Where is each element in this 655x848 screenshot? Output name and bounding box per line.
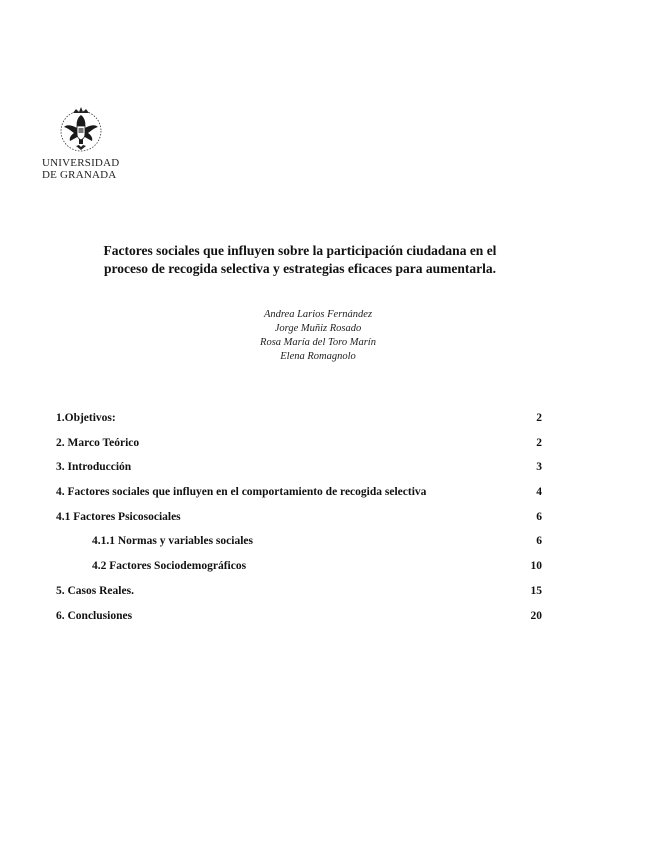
toc-entry-page: 4 (536, 486, 542, 499)
author-name: Rosa María del Toro Marín (260, 337, 376, 348)
toc-entry-page: 20 (530, 609, 542, 622)
toc-entry-objetivos[interactable] (56, 409, 544, 434)
toc-entry-factores-sociales[interactable] (56, 483, 544, 508)
author-name: Elena Romagnolo (280, 351, 356, 362)
toc-entry-page: 6 (536, 535, 542, 548)
title-line-1: Factores sociales que influyen sobre la participación ciudadana en el (103, 243, 497, 258)
author-name: Andrea Larios Fernández (263, 309, 373, 320)
toc-entry-label: 2. Marco Teórico (56, 436, 140, 449)
toc-entry-label: 3. Introducción (56, 461, 132, 474)
toc-entry-label: 4.2 Factores Sociodemográficos (92, 560, 247, 573)
logo-text-line1: UNIVERSIDAD (42, 157, 120, 169)
author-name: Jorge Muñiz Rosado (274, 323, 362, 334)
table-of-contents (56, 409, 544, 631)
toc-entry-page: 3 (536, 461, 542, 474)
toc-entry-page: 10 (530, 560, 542, 573)
toc-entry-factores-sociodemograficos[interactable] (56, 557, 544, 582)
toc-entry-page: 15 (530, 584, 542, 597)
toc-entry-label: 6. Conclusiones (56, 609, 133, 622)
toc-entry-marco-teorico[interactable] (56, 434, 544, 459)
toc-entry-label: 5. Casos Reales. (56, 584, 134, 597)
logo-text-line2: DE GRANADA (42, 169, 117, 181)
toc-entry-label: 4.1 Factores Psicosociales (56, 510, 181, 523)
toc-entry-page: 6 (536, 510, 542, 523)
toc-entry-page: 2 (536, 412, 542, 424)
title-line-2: proceso de recogida selectiva y estrategias eficaces para aumentarla. (103, 261, 497, 276)
document-title (60, 242, 540, 278)
university-seal-icon (52, 104, 110, 158)
toc-entry-casos-reales[interactable] (56, 582, 544, 607)
toc-entry-normas-variables[interactable] (56, 532, 544, 557)
toc-entry-conclusiones[interactable] (56, 607, 544, 632)
toc-entry-page: 2 (536, 436, 542, 449)
authors-list (160, 308, 476, 364)
toc-entry-label: 1.Objetivos: (56, 412, 116, 424)
toc-entry-introduccion[interactable] (56, 458, 544, 483)
toc-entry-factores-psicosociales[interactable] (56, 508, 544, 533)
toc-entry-label: 4. Factores sociales que influyen en el comportamiento de recogida selectiva (56, 486, 427, 499)
toc-entry-label: 4.1.1 Normas y variables sociales (92, 535, 253, 548)
